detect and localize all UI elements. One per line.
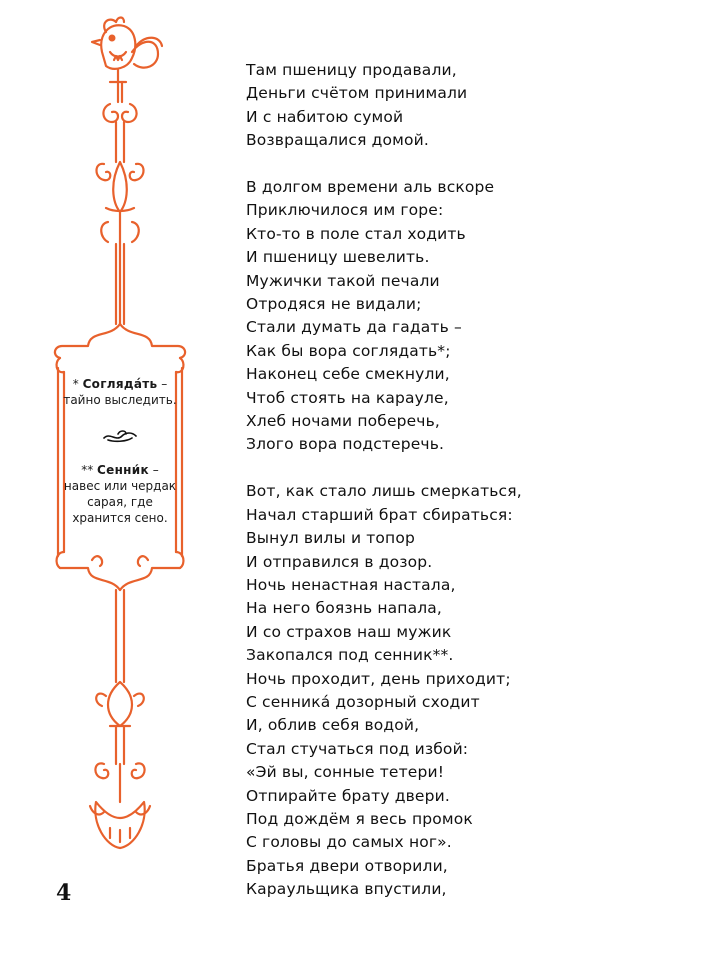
poem-line: Ночь проходит, день приходит;: [246, 669, 511, 688]
poem-line: «Эй вы, сонные тетери!: [246, 763, 445, 782]
glossary-entry: [60, 376, 180, 408]
glossary-entry: [60, 462, 180, 526]
poem-line: И с набитою сумой: [246, 107, 404, 126]
poem-text: [246, 59, 666, 925]
glossary-dash: –: [157, 377, 168, 391]
poem-stanza: [246, 59, 666, 153]
poem-line: Вынул вилы и топор: [246, 529, 415, 548]
poem-line: Там пшеницу продавали,: [246, 61, 457, 79]
poem-line: Злого вора подстеречь.: [246, 435, 445, 454]
glossary-term: Сенни́к: [97, 463, 149, 477]
poem-line: Хлеб ночами поберечь,: [246, 412, 440, 431]
poem-line: Наконец себе смекнули,: [246, 365, 450, 384]
bird-divider-icon: [100, 428, 140, 444]
glossary-term: Соглядáть: [82, 377, 158, 391]
glossary-dash: –: [148, 463, 159, 477]
page-number: 4: [56, 880, 72, 906]
poem-line: Начал старший брат сбираться:: [246, 505, 513, 524]
poem-line: Вот, как стало лишь смеркаться,: [246, 482, 522, 501]
poem-line: Кто-то в поле стал ходить: [246, 224, 466, 243]
poem-line: Деньги счётом принимали: [246, 84, 468, 103]
bird-icon: [92, 18, 162, 83]
poem-line: Мужички такой печали: [246, 271, 440, 290]
glossary-definition: навес или чердак сарая, где хранится сено.: [63, 479, 177, 525]
poem-line: И, облив себя водой,: [246, 716, 420, 735]
poem-line: Стали думать да гадать –: [246, 318, 462, 337]
footnote-marker: **: [81, 463, 98, 477]
poem-line: Чтоб стоять на карауле,: [246, 388, 449, 407]
glossary-definition: тайно выследить.: [63, 393, 177, 407]
poem-line: Закопался под сенник**.: [246, 646, 454, 665]
poem-line: На него боязнь напала,: [246, 599, 443, 618]
poem-line: И пшеницу шевелить.: [246, 248, 430, 267]
poem-line: Отпирайте брату двери.: [246, 786, 450, 805]
poem-line: Как бы вора соглядать*;: [246, 341, 451, 360]
poem-line: И отправился в дозор.: [246, 552, 433, 571]
poem-line: В долгом времени аль вскоре: [246, 178, 495, 197]
poem-stanza: [246, 176, 666, 457]
poem-line: И со страхов наш мужик: [246, 622, 452, 641]
poem-line: Возвращалися домой.: [246, 131, 429, 150]
footnote-marker: *: [72, 377, 83, 391]
glossary-box: [60, 376, 180, 526]
poem-stanza: [246, 480, 666, 901]
poem-line: Отродяся не видали;: [246, 295, 422, 314]
poem-line: С сенникá дозорный сходит: [246, 692, 480, 711]
poem-line: С головы до самых ног».: [246, 833, 452, 852]
poem-line: Приключилося им горе:: [246, 201, 444, 220]
poem-line: Под дождём я весь промок: [246, 809, 473, 828]
poem-line: Стал стучаться под избой:: [246, 739, 469, 758]
poem-line: Караульщика впустили,: [246, 880, 447, 899]
poem-line: Ночь ненастная настала,: [246, 575, 456, 594]
poem-line: Братья двери отворили,: [246, 856, 448, 875]
